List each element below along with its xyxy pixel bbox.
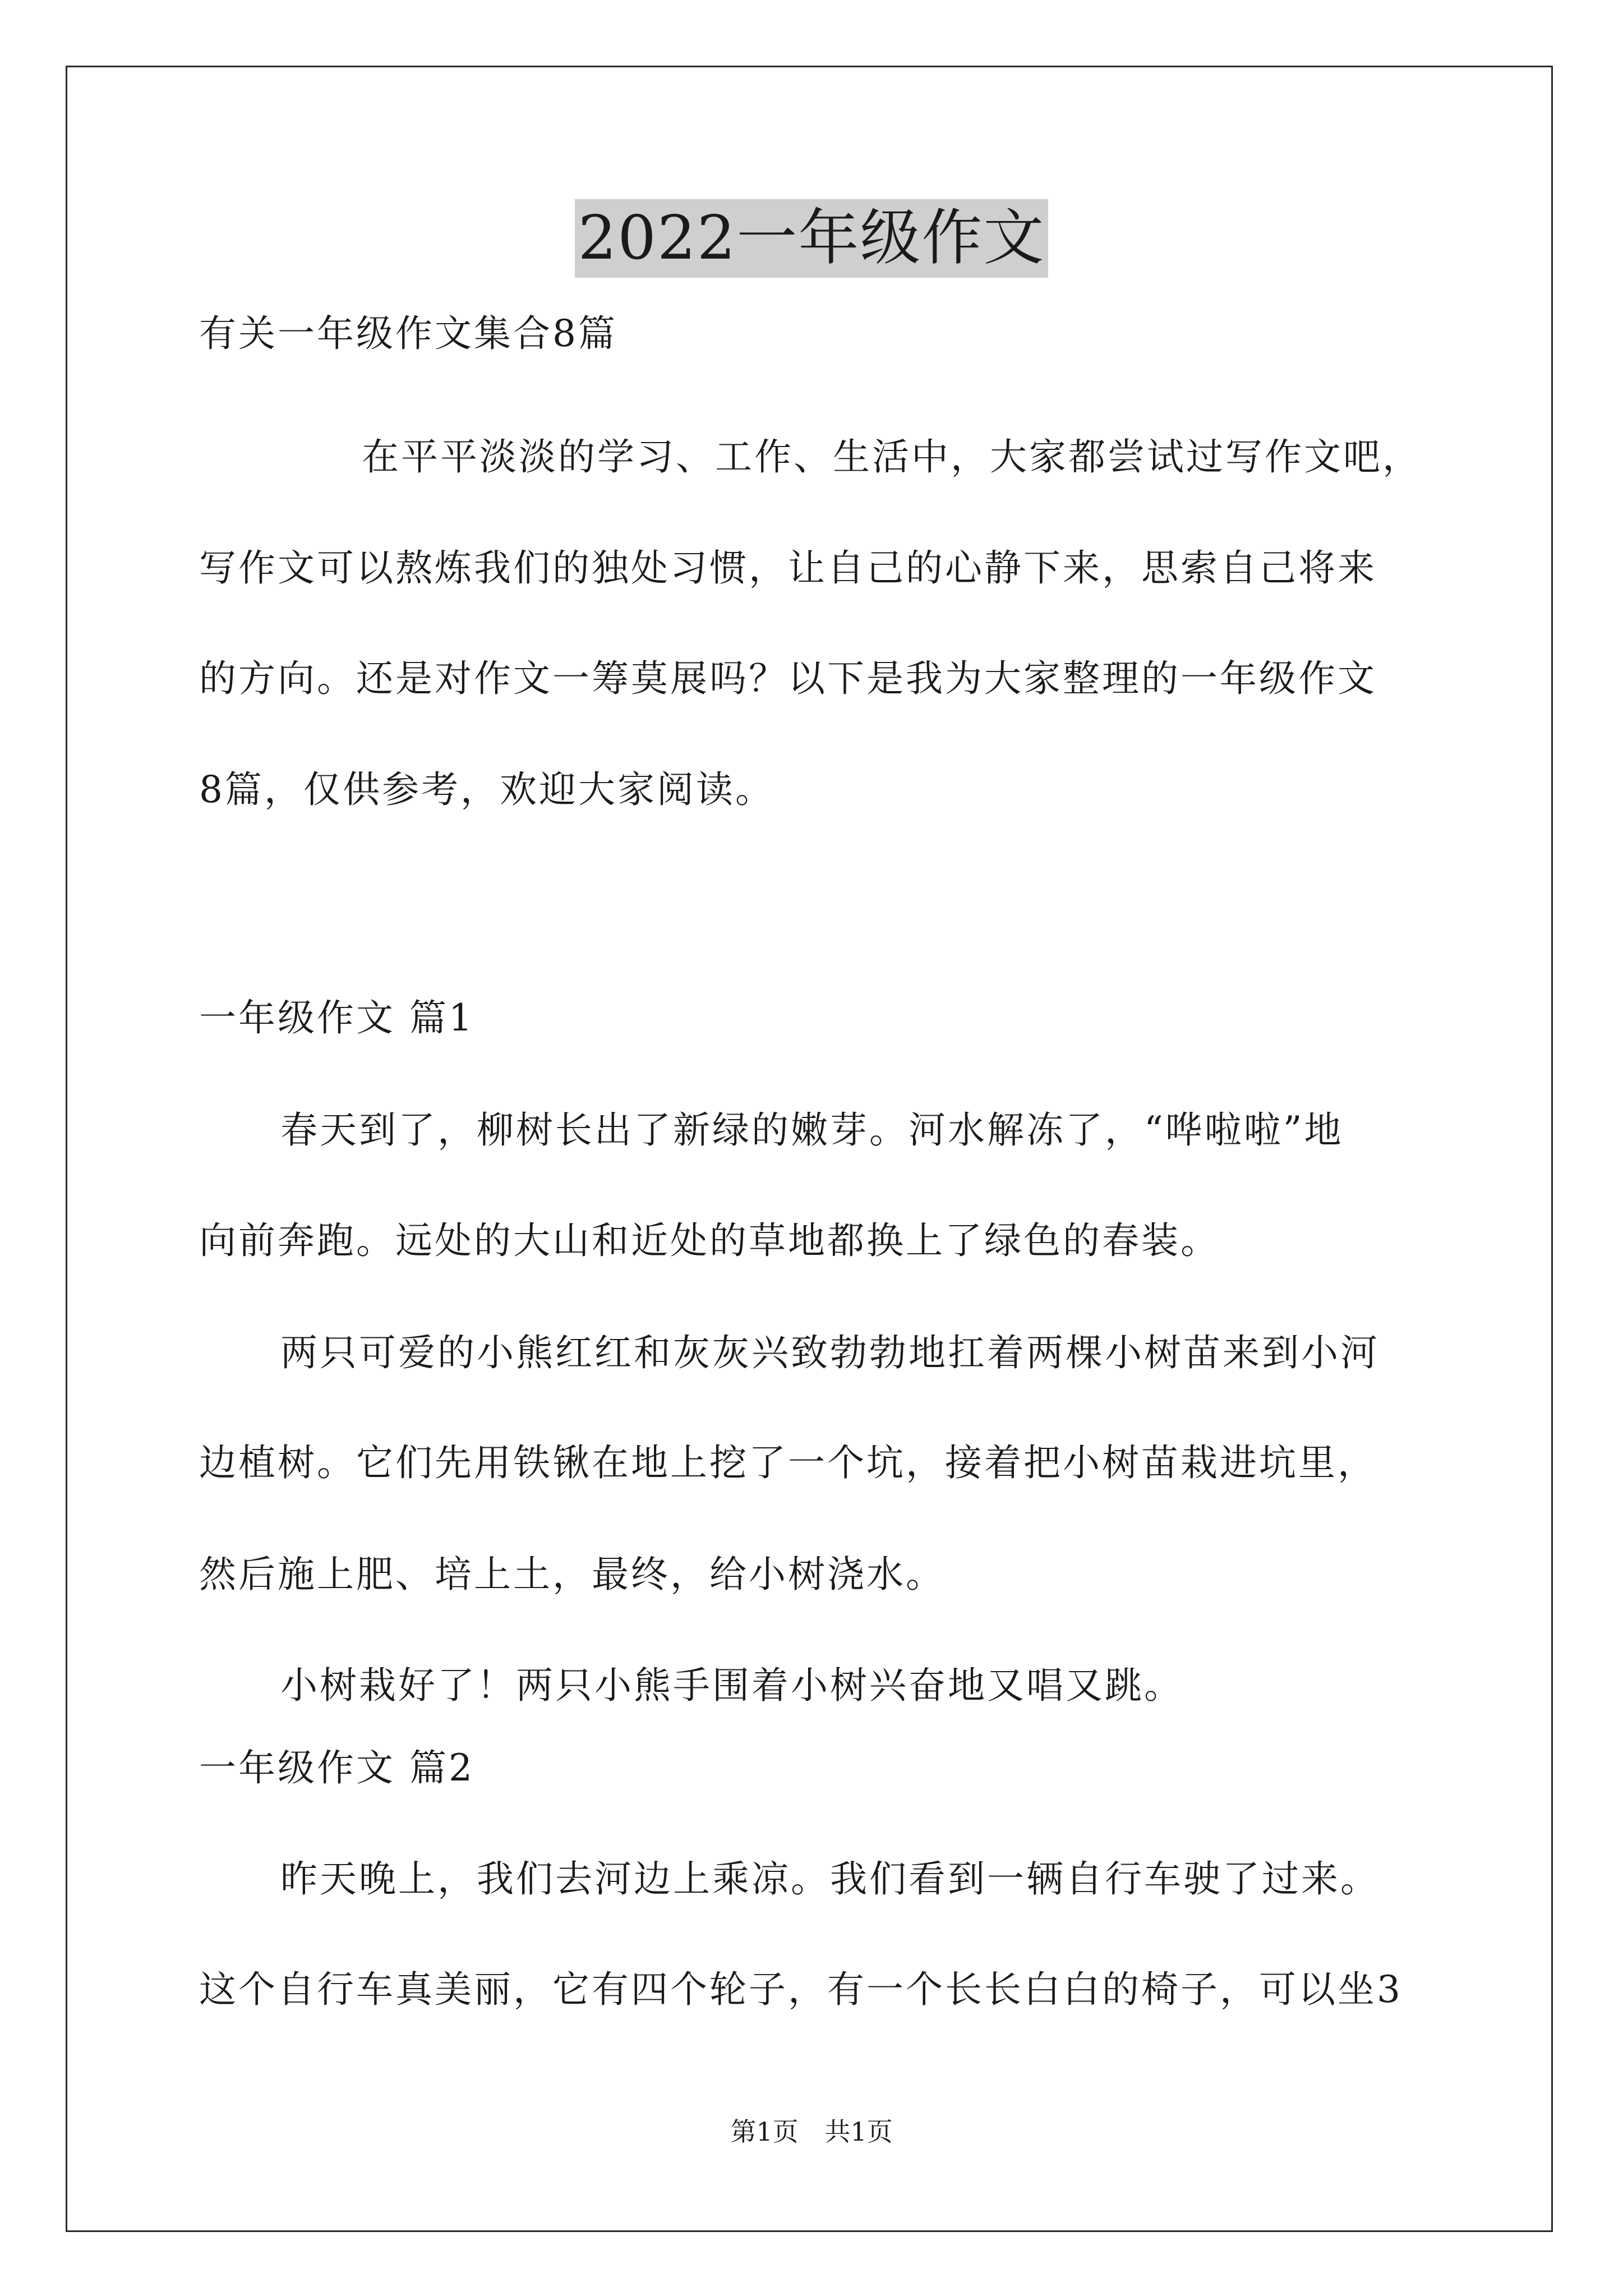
document-subtitle: 有关一年级作文集合8篇	[199, 312, 617, 355]
intro-line: 在平平淡淡的学习、工作、生活中，大家都尝试过写作文吧，	[362, 435, 1422, 478]
paragraph-line: 春天到了，柳树长出了新绿的嫩芽。河水解冻了，“哗啦啦”地	[280, 1108, 1344, 1152]
page-footer	[0, 2115, 1623, 2148]
title-container	[0, 199, 1623, 278]
paragraph-line: 边植树。它们先用铁锹在地上挖了一个坑，接着把小树苗栽进坑里，	[199, 1441, 1377, 1484]
intro-line: 写作文可以熬炼我们的独处习惯，让自己的心静下来，思索自己将来	[199, 546, 1377, 590]
intro-line: 的方向。还是对作文一筹莫展吗？以下是我为大家整理的一年级作文	[199, 657, 1377, 700]
page-total: 共1页	[824, 2116, 893, 2147]
paragraph-line: 小树栽好了！两只小熊手围着小树兴奋地又唱又跳。	[280, 1664, 1183, 1707]
document-title: 2022一年级作文	[575, 199, 1049, 278]
section-heading: 一年级作文 篇2	[199, 1746, 474, 1789]
paragraph-line: 向前奔跑。远处的大山和近处的草地都换上了绿色的春装。	[199, 1219, 1220, 1262]
paragraph-line: 两只可爱的小熊红红和灰灰兴致勃勃地扛着两棵小树苗来到小河	[280, 1331, 1380, 1374]
paragraph-line: 昨天晚上，我们去河边上乘凉。我们看到一辆自行车驶了过来。	[280, 1857, 1380, 1901]
paragraph-line: 这个自行车真美丽，它有四个轮子，有一个长长白白的椅子，可以坐3	[199, 1968, 1403, 2011]
intro-line: 8篇，仅供参考，欢迎大家阅读。	[199, 768, 774, 811]
section-heading: 一年级作文 篇1	[199, 996, 474, 1039]
paragraph-line: 然后施上肥、培上土，最终，给小树浇水。	[199, 1553, 945, 1596]
page-number: 第1页	[730, 2116, 799, 2147]
